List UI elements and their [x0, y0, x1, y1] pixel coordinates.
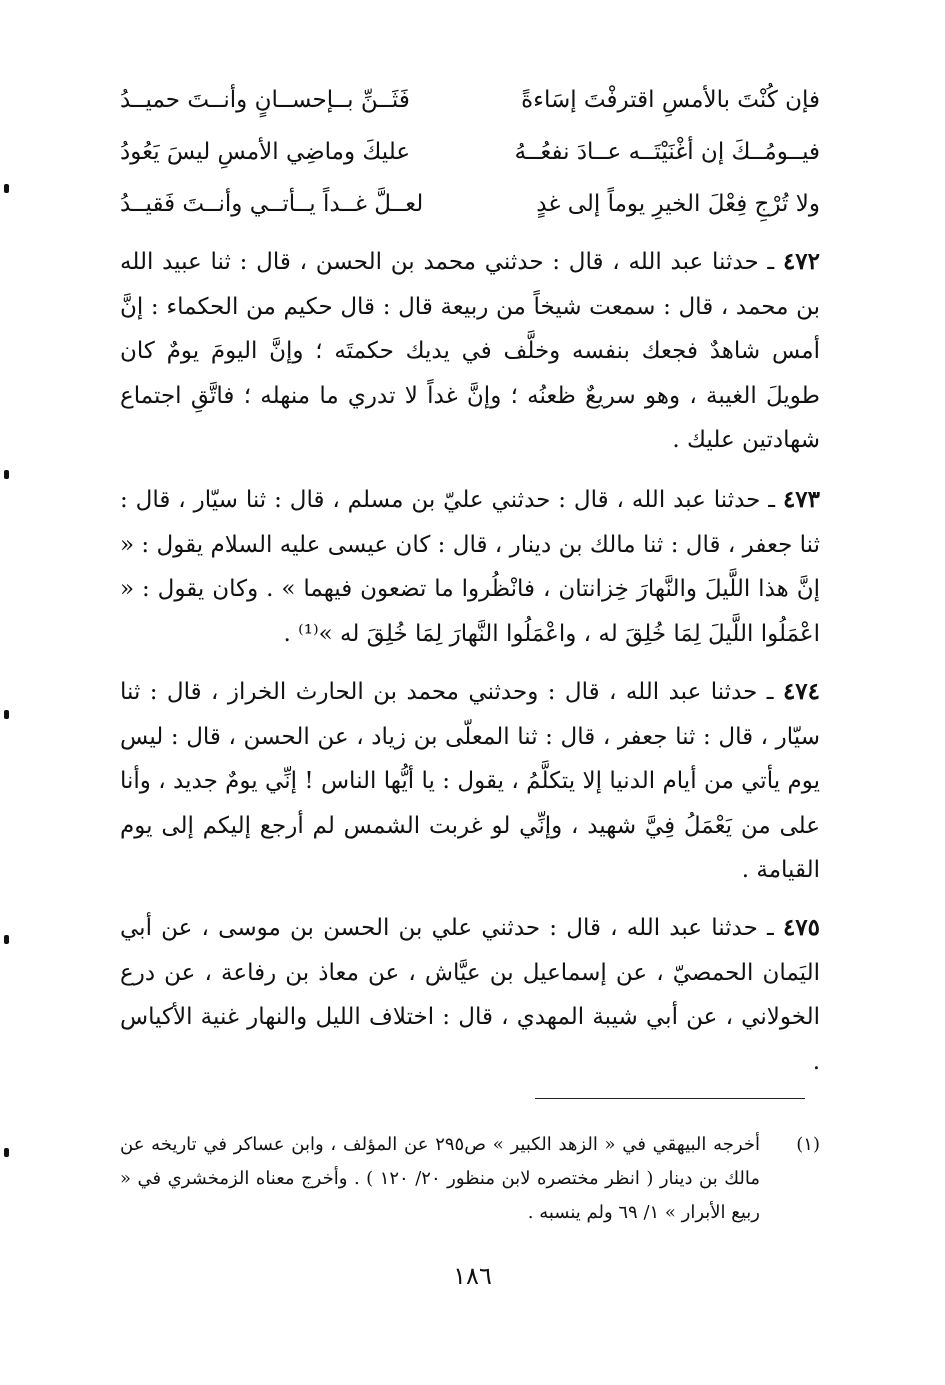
verse-line	[120, 74, 820, 126]
margin-mark	[4, 1148, 9, 1157]
verse-first-hemistich: ولا تُرْجِ فِعْلَ الخيرِ يوماً إلى غدٍ	[536, 191, 820, 217]
page-number: ١٨٦	[453, 1262, 492, 1290]
margin-mark	[4, 184, 9, 193]
narration-number: ٤٧٤	[782, 678, 821, 705]
narration-number: ٤٧٣	[782, 486, 820, 513]
narration-text: ـ حدثنا عبد الله ، قال : وحدثني محمد بن الحارث الخراز ، قال : ثنا سيّار ، قال : ثنا جعفر ، قال : ثنا المعلّى بن زياد ، عن الحسن ، قال : ليس يوم يأتي من أيام الدنيا إلا يتكلَّمُ ، يقول : يا أيُّها الناس ! إنِّي يومٌ جديد ، وأنا على من يَعْمَلُ فِيَّ شهيد ، وإنِّي لو غربت الشمس لم أرجع إليكم إلى يوم القيامة .	[120, 679, 821, 883]
verse-first-hemistich: فإن كُنْتَ بالأمسِ اقترفْتَ إسَاءةً	[521, 87, 820, 113]
margin-mark	[4, 935, 9, 944]
narration-paragraph-474	[120, 670, 820, 893]
poem-verses	[120, 74, 820, 230]
narration-text: ـ حدثنا عبد الله ، قال : حدثني عليّ بن مسلم ، قال : ثنا سيّار ، قال : ثنا جعفر ، قال : ثنا مالك بن دينار ، قال : كان عيسى عليه السلام يقول : « إنَّ هذا اللَّيلَ والنَّهارَ خِزانتان ، فانْظُروا ما تضعون فيهما » . وكان يقول : « اعْمَلُوا اللَّيلَ لِمَا خُلِقَ له ، واعْمَلُوا النَّهارَ لِمَا خُلِقَ له »⁽¹⁾ .	[120, 487, 820, 647]
verse-line	[120, 178, 820, 230]
narration-text: ـ حدثنا عبد الله ، قال : حدثني علي بن الحسن بن موسى ، عن أبي اليَمان الحمصيّ ، عن إسماعيل بن عيَّاش ، عن معاذ بن رفاعة ، عن درع الخولاني ، عن أبي شيبة المهدي ، قال : اختلاف الليل والنهار غنية الأكياس .	[120, 915, 820, 1075]
footnote	[120, 1128, 820, 1230]
verse-second-hemistich: لعــلَّ غــداً يــأتــي وأنــتَ فَقيــدُ	[120, 191, 424, 217]
footnote-separator	[535, 1098, 805, 1099]
narration-text: ـ حدثنا عبد الله ، قال : حدثني محمد بن الحسن ، قال : ثنا عبيد الله بن محمد ، قال : سمعت شيخاً من ربيعة قال : قال حكيم من الحكماء : إنَّ أمس شاهدٌ فجعك بنفسه وخلَّف في يديك حكمتَه ؛ وإنَّ اليومَ يومٌ كان طويلَ الغيبة ، وهو سريعٌ ظعنُه ؛ وإنَّ غداً لا تدري ما منهله ؛ فاتَّقِ اجتماع شهادتين عليك .	[120, 249, 820, 453]
margin-mark	[4, 470, 9, 479]
narration-number: ٤٧٢	[782, 248, 820, 275]
narration-paragraph-472	[120, 240, 820, 463]
verse-line	[120, 126, 820, 178]
narration-number: ٤٧٥	[782, 914, 821, 941]
verse-second-hemistich: عليكَ وماضِي الأمسِ ليسَ يَعُودُ	[120, 139, 411, 165]
footnote-marker: (١)	[796, 1134, 820, 1155]
margin-mark	[4, 710, 9, 719]
footnote-text: أخرجه البيهقي في « الزهد الكبير » ص٢٩٥ عن المؤلف ، وابن عساكر في تاريخه عن مالك بن دينار ( انظر مختصره لابن منظور ٢٠/ ١٢٠ ) . وأخرج معناه الزمخشري في « ربيع الأبرار » ١/ ٦٩ ولم ينسبه .	[120, 1134, 760, 1223]
narration-paragraph-473	[120, 478, 820, 656]
verse-second-hemistich: فَثَــنِّ بــإحســانٍ وأنــتَ حميــدُ	[120, 87, 410, 113]
verse-first-hemistich: فيــومُــكَ إن أغْنَيْتَــه عــادَ نفعُــهُ	[514, 139, 820, 165]
narration-paragraph-475	[120, 906, 820, 1084]
